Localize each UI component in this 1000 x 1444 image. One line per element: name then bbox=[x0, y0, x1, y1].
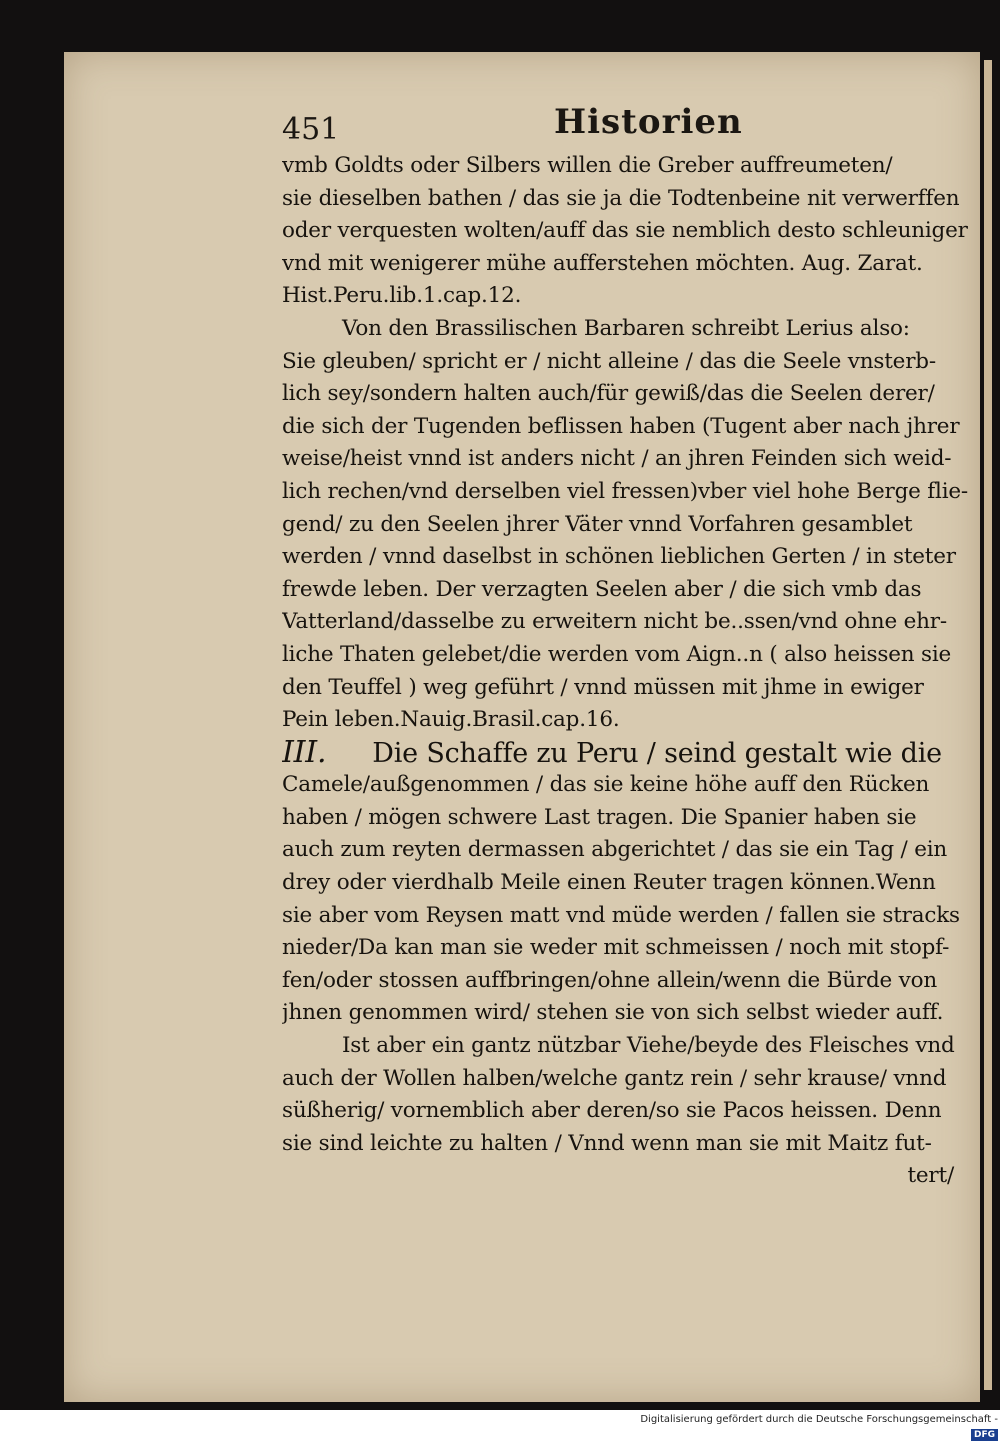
section-line bbox=[282, 737, 972, 770]
section-marker: III. bbox=[282, 736, 327, 770]
digitization-credit bbox=[610, 1412, 998, 1440]
text-line: gend/ zu den Seelen jhrer Väter vnnd Vorfahren gesamblet bbox=[282, 511, 913, 537]
text-line: jhnen genommen wird/ stehen sie von sich selbst wieder auff. bbox=[282, 1000, 944, 1026]
catchword: tert/ bbox=[907, 1163, 954, 1189]
text-line: sie dieselben bathen / das sie ja die Todtenbeine nit verwerffen bbox=[282, 185, 960, 211]
text-line: lich sey/sondern halten auch/für gewiß/das die Seelen derer/ bbox=[282, 381, 935, 407]
text-line: sie aber vom Reysen matt vnd müde werden / fallen sie stracks bbox=[282, 902, 960, 928]
text-line: vmb Goldts oder Silbers willen die Greber auffreumeten/ bbox=[282, 153, 893, 178]
text-line: die sich der Tugenden beflissen haben (Tugent aber nach jhrer bbox=[282, 413, 960, 439]
text-line: Sie gleuben/ spricht er / nicht alleine / das die Seele vnsterb- bbox=[282, 348, 936, 374]
page-edge bbox=[984, 60, 992, 1390]
running-title: Historien bbox=[554, 102, 743, 142]
credit-text: Digitalisierung gefördert durch die Deutsche Forschungsgemeinschaft - bbox=[640, 1414, 998, 1425]
text-line: Pein leben.Nauig.Brasil.cap.16. bbox=[282, 707, 620, 733]
dfg-logo: DFG bbox=[971, 1429, 998, 1441]
text-line: Camele/außgenommen / das sie keine höhe auff den Rücken bbox=[282, 772, 930, 798]
text-line: Vatterland/dasselbe zu erweitern nicht be..ssen/vnd ohne ehr- bbox=[282, 609, 947, 635]
text-line: den Teuffel ) weg geführt / vnnd müssen mit jhme in ewiger bbox=[282, 674, 924, 700]
text-line: weise/heist vnnd ist anders nicht / an jhren Feinden sich weid- bbox=[282, 446, 952, 472]
text-line: fen/oder stossen auffbringen/ohne allein/wenn die Bürde von bbox=[282, 967, 938, 993]
text-line: süßherig/ vornemblich aber deren/so sie Pacos heissen. Denn bbox=[282, 1098, 942, 1124]
text-line: haben / mögen schwere Last tragen. Die Spanier haben sie bbox=[282, 804, 917, 830]
text-line: Hist.Peru.lib.1.cap.12. bbox=[282, 283, 522, 309]
text-line: auch der Wollen halben/welche gantz rein / sehr krause/ vnnd bbox=[282, 1065, 947, 1091]
text-line: sie sind leichte zu halten / Vnnd wenn man sie mit Maitz fut- bbox=[282, 1130, 932, 1156]
text-line: drey oder vierdhalb Meile einen Reuter tragen können.Wenn bbox=[282, 870, 936, 896]
text-line: auch zum reyten dermassen abgerichtet / das sie ein Tag / ein bbox=[282, 837, 948, 863]
page-number: 451 bbox=[282, 112, 340, 147]
text-line: liche Thaten gelebet/die werden vom Aign..n ( also heissen sie bbox=[282, 641, 952, 667]
page-header bbox=[282, 100, 743, 150]
text-line: frewde leben. Der verzagten Seelen aber / die sich vmb das bbox=[282, 576, 922, 602]
text-line: Ist aber ein gantz nützbar Viehe/beyde des Fleisches vnd bbox=[342, 1033, 955, 1059]
text-line: oder verquesten wolten/auff das sie nemblich desto schleuniger bbox=[282, 218, 968, 244]
text-line: nieder/Da kan man sie weder mit schmeissen / noch mit stopf- bbox=[282, 935, 950, 961]
text-body bbox=[282, 150, 972, 1193]
text-line: lich rechen/vnd derselben viel fressen)vber viel hohe Berge flie- bbox=[282, 478, 968, 504]
text-line: Von den Brassilischen Barbaren schreibt Lerius also: bbox=[342, 315, 910, 341]
text-line: werden / vnnd daselbst in schönen lieblichen Gerten / in steter bbox=[282, 544, 956, 570]
section-text: Die Schaffe zu Peru / seind gestalt wie die bbox=[372, 737, 942, 769]
text-line: vnd mit wenigerer mühe aufferstehen möchten. Aug. Zarat. bbox=[282, 250, 923, 276]
